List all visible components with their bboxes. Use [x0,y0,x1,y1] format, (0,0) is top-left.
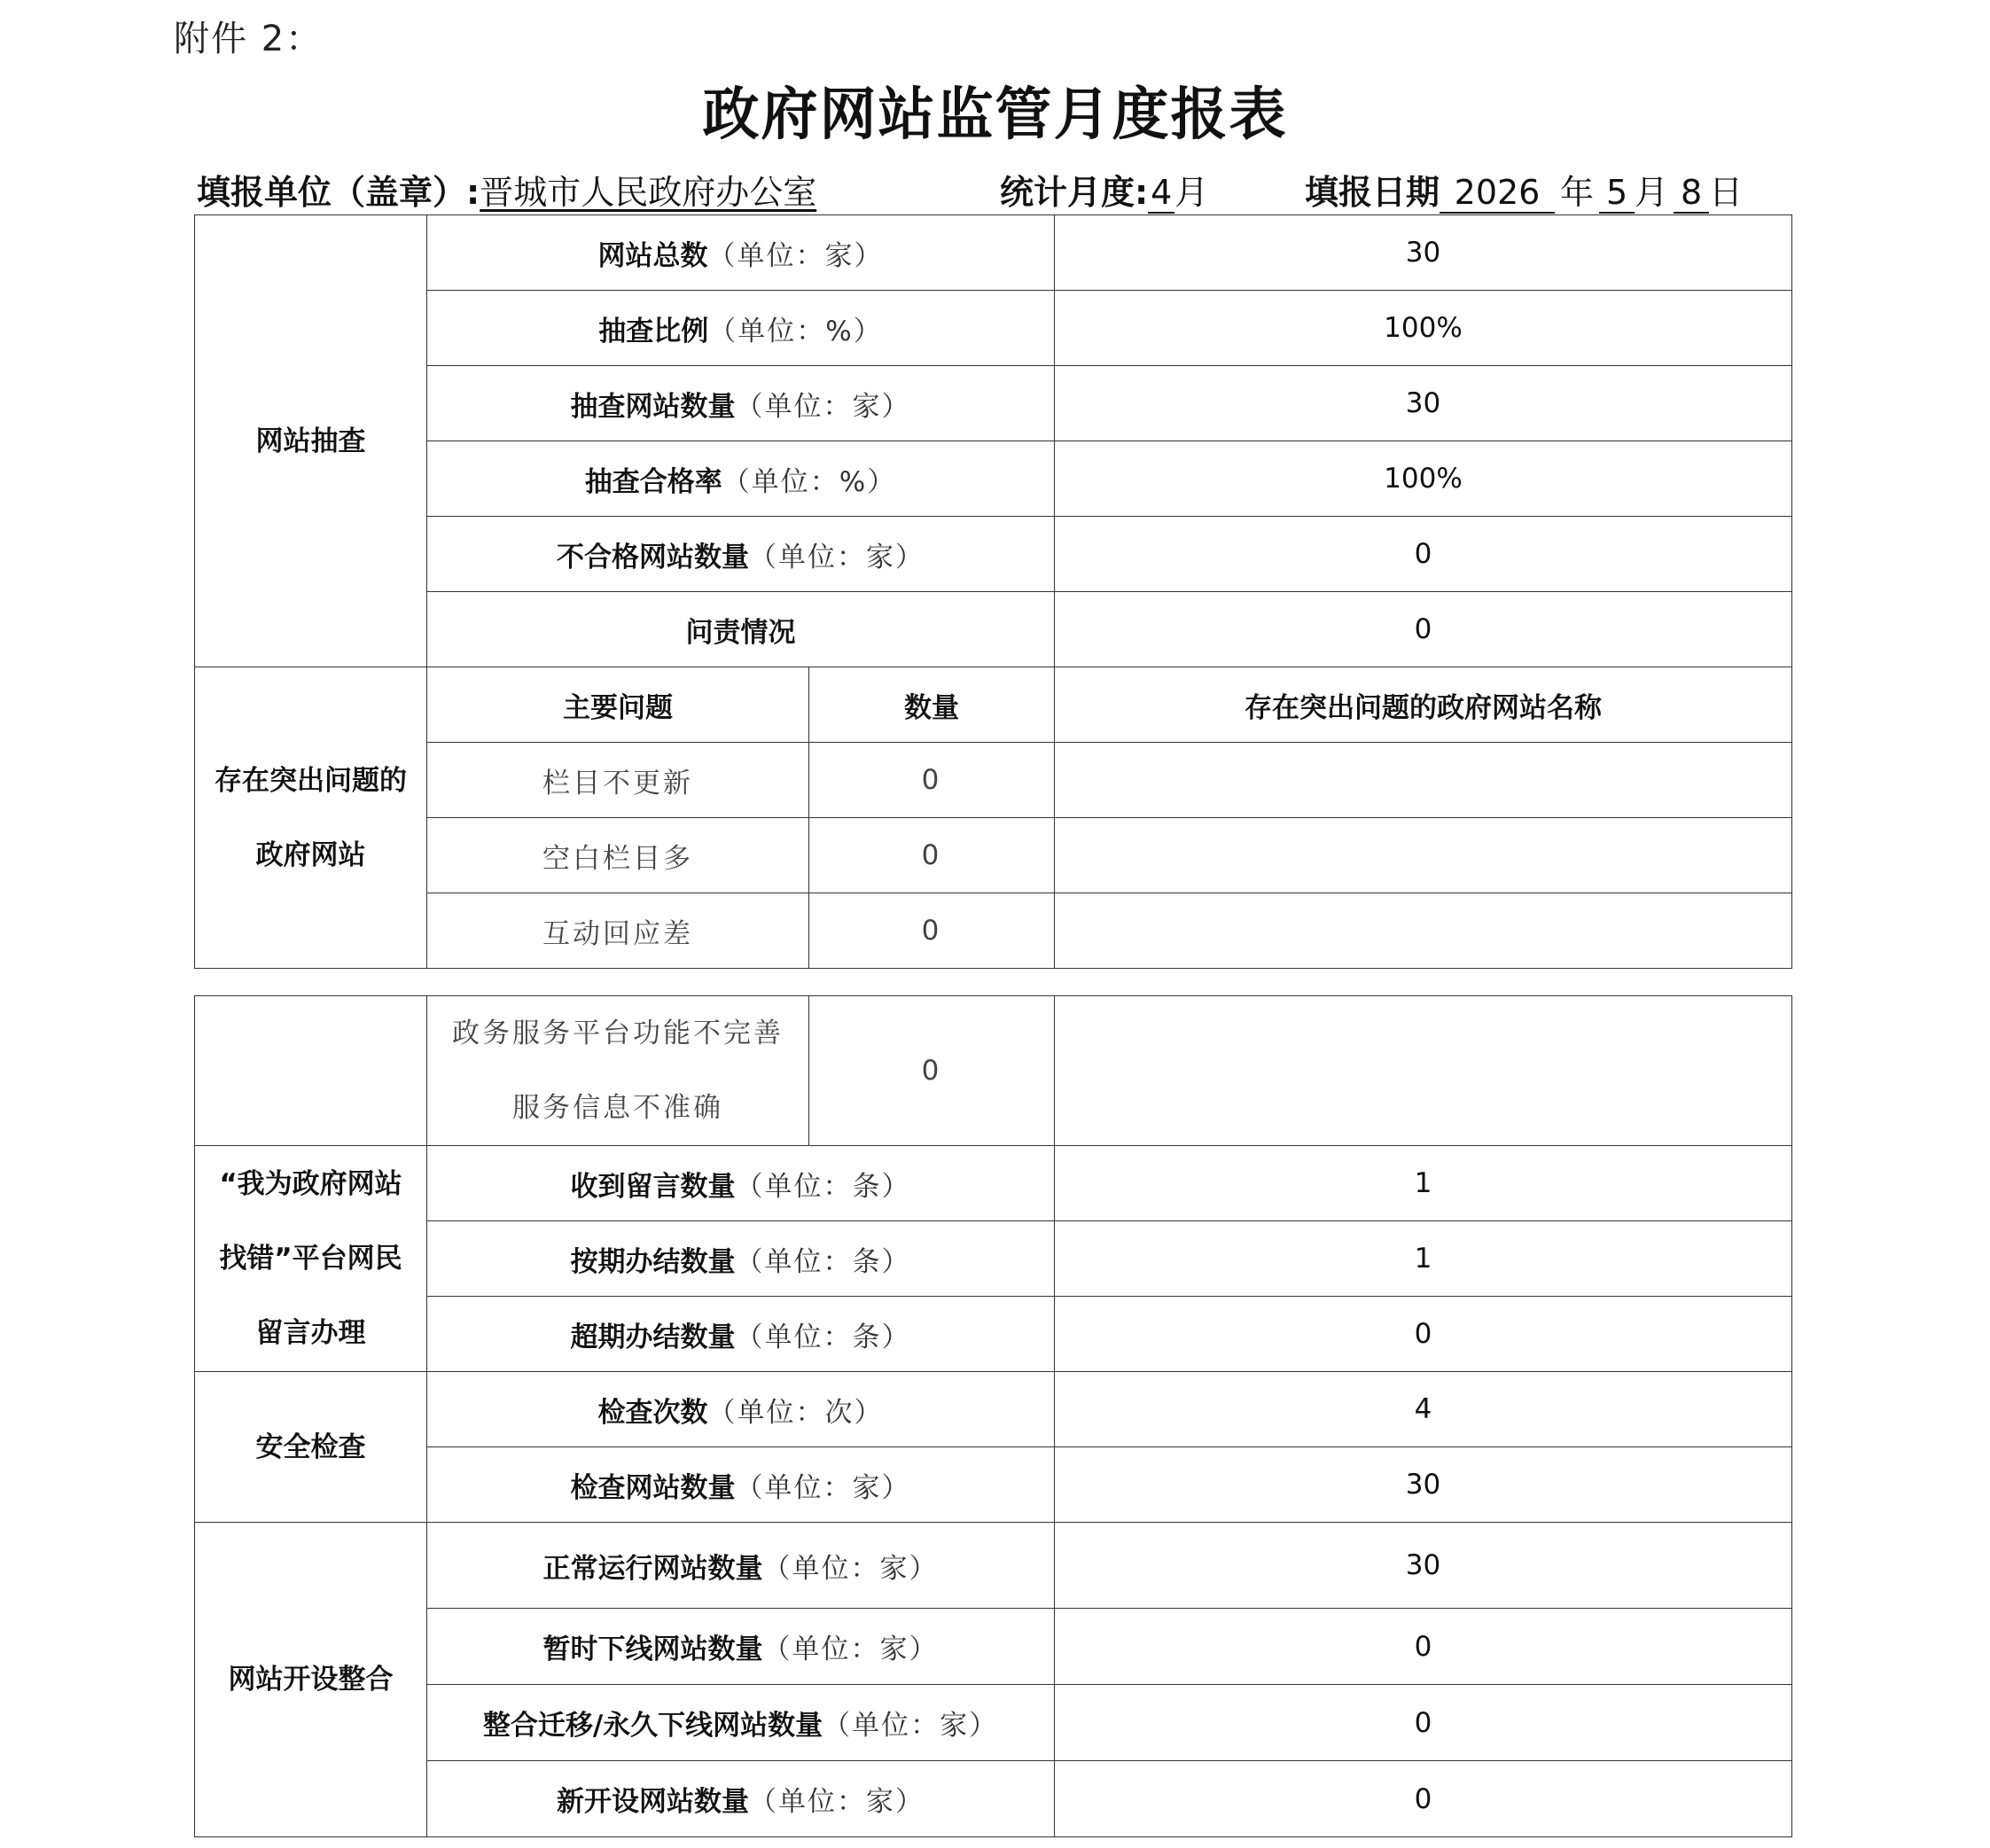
column-header-site-names: 存在突出问题的政府网站名称 [1055,667,1792,743]
category-messages [195,1146,427,1372]
table-row [195,215,1792,291]
table-row [195,1447,1792,1523]
item-label: 问责情况 [685,616,796,649]
unit-label: （单位：条） [735,1245,911,1278]
statistic-month-label: 统计月度: [1000,173,1149,212]
value-cell: 0 [1055,1297,1792,1372]
table-row [195,893,1792,969]
report-table-part2 [194,995,1792,1837]
site-names-cell [1055,893,1792,969]
category-line: 存在突出问题的 [215,764,407,797]
item-label: 抽查合格率 [584,465,722,498]
item-cell [427,1523,1055,1609]
table-row [195,1297,1792,1372]
item-label: 抽查比例 [598,315,709,347]
table-row [195,366,1792,441]
unit-label: （单位：次） [707,1396,884,1429]
reporting-unit [197,165,816,211]
unit-label: （单位：家） [823,1710,999,1742]
unit-label: （单位：家） [762,1634,939,1665]
issue-cell [427,996,809,1146]
table-row [195,743,1792,818]
item-cell [427,366,1055,441]
count-cell: 0 [809,743,1055,818]
value-cell: 0 [1055,1761,1792,1837]
report-year-value: 2026 [1440,173,1555,214]
report-month-value: 5 [1599,173,1635,214]
report-date-label: 填报日期 [1305,173,1440,212]
count-cell: 0 [809,818,1055,893]
category-continued-empty [195,996,427,1146]
column-header-count: 数量 [809,667,1055,743]
value-cell: 1 [1055,1221,1792,1297]
item-label: 抽查网站数量 [570,390,736,423]
attachment-label: 附件 2： [174,19,324,59]
item-cell [427,1685,1055,1761]
issue-cell: 栏目不更新 [427,743,809,818]
page-title: 政府网站监管月度报表 [702,82,1288,148]
reporting-unit-label: 填报单位（盖章）: [197,173,480,212]
item-cell [427,1146,1055,1221]
count-cell: 0 [809,996,1055,1146]
unit-label: （单位：条） [735,1170,911,1203]
value-cell: 1 [1055,1146,1792,1221]
table-row [195,1221,1792,1297]
unit-label: （单位：家） [749,1786,925,1818]
category-line: 找错”平台网民 [219,1243,402,1275]
table-row [195,441,1792,517]
table-row [195,517,1792,592]
statistic-month-value: 4 [1148,173,1174,214]
value-cell: 0 [1055,517,1792,592]
item-label: 整合迁移/永久下线网站数量 [482,1710,823,1742]
value-cell: 100% [1055,441,1792,517]
table-row [195,291,1792,366]
item-cell [427,1372,1055,1447]
table-row [195,1761,1792,1837]
issue-line: 政务服务平台功能不完善 [452,1018,784,1049]
unit-label: （单位：家） [749,541,925,573]
site-names-cell [1055,996,1792,1146]
category-security: 安全检查 [195,1372,427,1523]
item-cell [427,215,1055,291]
value-cell: 100% [1055,291,1792,366]
report-day-value: 8 [1674,173,1709,214]
unit-label: （单位：家） [735,390,911,423]
reporting-unit-value: 晋城市人民政府办公室 [480,173,817,212]
item-label: 超期办结数量 [570,1321,736,1353]
category-line: “我为政府网站 [219,1168,402,1200]
value-cell: 0 [1055,1609,1792,1685]
item-cell [427,1447,1055,1523]
item-label: 网站总数 [597,239,708,272]
unit-label: （单位：条） [735,1321,911,1353]
issue-cell: 空白栏目多 [427,818,809,893]
column-header-issue: 主要问题 [427,667,809,743]
category-integration: 网站开设整合 [195,1523,427,1837]
item-label: 按期办结数量 [570,1245,736,1278]
item-cell [427,517,1055,592]
value-cell: 30 [1055,215,1792,291]
item-label: 不合格网站数量 [557,541,749,573]
unit-label: （单位：家） [707,239,884,272]
value-cell: 4 [1055,1372,1792,1447]
unit-label: （单位：家） [735,1471,911,1504]
count-cell: 0 [809,893,1055,969]
item-cell [427,441,1055,517]
report-day-suffix: 日 [1709,173,1744,212]
table-row [195,1685,1792,1761]
item-label: 正常运行网站数量 [542,1552,763,1585]
item-label: 收到留言数量 [570,1170,736,1203]
item-cell [427,291,1055,366]
category-line: 政府网站 [255,838,366,871]
site-names-cell [1055,818,1792,893]
category-issues [195,667,427,969]
report-table-part1 [194,214,1792,969]
item-cell [427,1221,1055,1297]
item-label: 检查次数 [597,1396,708,1429]
category-spot-check: 网站抽查 [195,215,427,667]
value-cell: 30 [1055,1447,1792,1523]
item-cell [427,1761,1055,1837]
item-cell [427,592,1055,667]
table-row [195,592,1792,667]
report-date [1305,165,1743,211]
item-cell [427,1297,1055,1372]
report-year-suffix: 年 [1560,173,1595,212]
table-row [195,818,1792,893]
table-row [195,1146,1792,1221]
unit-label: （单位：%） [722,465,897,498]
item-label: 暂时下线网站数量 [542,1634,763,1665]
table-row [195,1523,1792,1609]
value-cell: 30 [1055,1523,1792,1609]
unit-label: （单位：%） [708,315,883,347]
issue-cell: 互动回应差 [427,893,809,969]
report-month-suffix: 月 [1635,173,1669,212]
table-row [195,1372,1792,1447]
site-names-cell [1055,743,1792,818]
value-cell: 0 [1055,1685,1792,1761]
item-cell [427,1609,1055,1685]
value-cell: 30 [1055,366,1792,441]
category-line: 留言办理 [255,1317,366,1349]
unit-label: （单位：家） [762,1552,939,1585]
item-label: 检查网站数量 [570,1471,736,1504]
item-label: 新开设网站数量 [557,1786,749,1818]
statistic-month [1000,165,1208,211]
table-row [195,667,1792,743]
table-row [195,1609,1792,1685]
issue-line: 服务信息不准确 [512,1092,723,1124]
table-row [195,996,1792,1146]
value-cell: 0 [1055,592,1792,667]
statistic-month-suffix: 月 [1174,173,1209,212]
